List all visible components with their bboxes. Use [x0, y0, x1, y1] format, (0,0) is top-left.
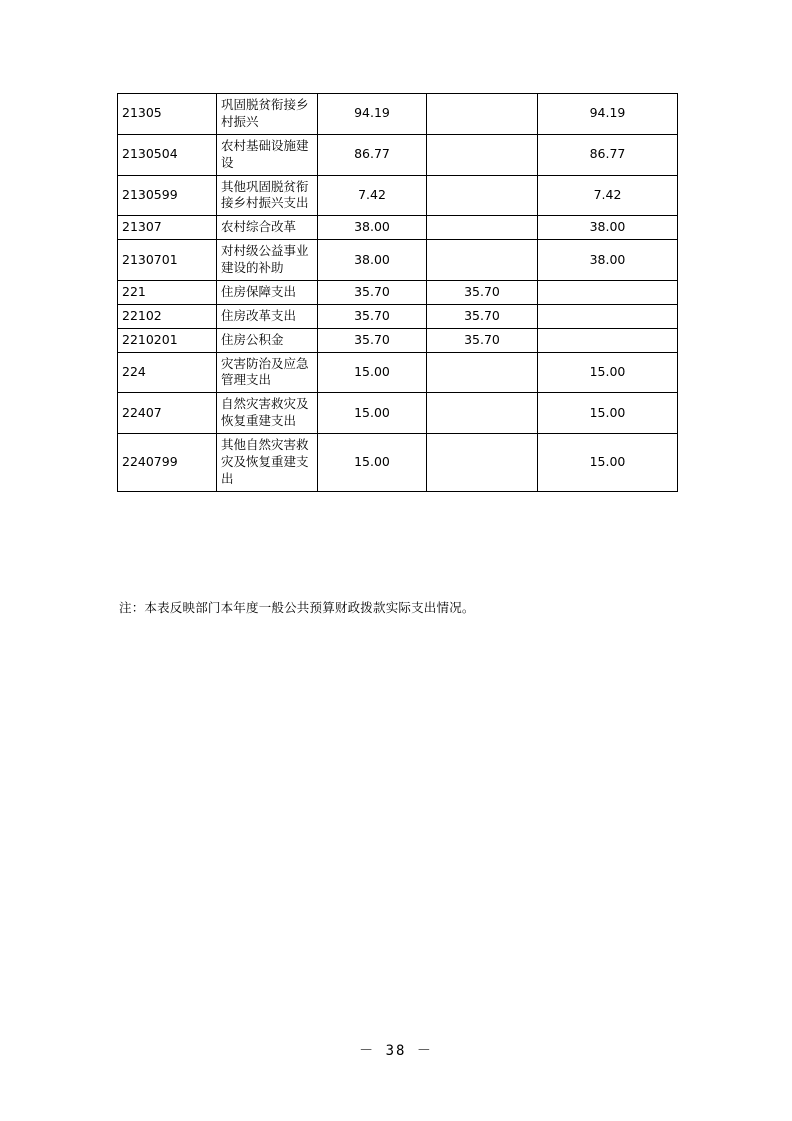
table-row: [118, 175, 678, 216]
table-row: [118, 304, 678, 328]
table-note: 注：本表反映部门本年度一般公共预算财政拨款实际支出情况。: [119, 600, 475, 615]
page-number: － 38 －: [359, 1043, 433, 1059]
cell-total: 38.00: [318, 240, 427, 281]
table-row: [118, 328, 678, 352]
cell-name: 住房改革支出: [217, 304, 318, 328]
cell-total: 35.70: [318, 280, 427, 304]
cell-code: 2240799: [118, 434, 217, 492]
table-row: [118, 280, 678, 304]
cell-name: 农村综合改革: [217, 216, 318, 240]
table-row: [118, 352, 678, 393]
cell-project: 15.00: [538, 434, 678, 492]
cell-project: 15.00: [538, 393, 678, 434]
table-row: [118, 94, 678, 135]
cell-name: 农村基础设施建设: [217, 134, 318, 175]
cell-basic: [427, 134, 538, 175]
cell-total: 35.70: [318, 304, 427, 328]
cell-project: 7.42: [538, 175, 678, 216]
cell-project: 86.77: [538, 134, 678, 175]
cell-name: 其他自然灾害救灾及恢复重建支出: [217, 434, 318, 492]
cell-code: 21305: [118, 94, 217, 135]
table-row: [118, 134, 678, 175]
cell-total: 15.00: [318, 352, 427, 393]
cell-basic: [427, 352, 538, 393]
cell-name: 对村级公益事业建设的补助: [217, 240, 318, 281]
cell-basic: 35.70: [427, 328, 538, 352]
cell-code: 22102: [118, 304, 217, 328]
cell-code: 21307: [118, 216, 217, 240]
cell-code: 221: [118, 280, 217, 304]
cell-code: 2210201: [118, 328, 217, 352]
cell-basic: [427, 393, 538, 434]
cell-name: 其他巩固脱贫衔接乡村振兴支出: [217, 175, 318, 216]
table-body: [118, 94, 678, 492]
cell-name: 巩固脱贫衔接乡村振兴: [217, 94, 318, 135]
cell-total: 15.00: [318, 393, 427, 434]
cell-basic: 35.70: [427, 304, 538, 328]
cell-basic: [427, 94, 538, 135]
cell-total: 86.77: [318, 134, 427, 175]
cell-basic: [427, 240, 538, 281]
cell-code: 2130599: [118, 175, 217, 216]
cell-project: 15.00: [538, 352, 678, 393]
cell-project: 94.19: [538, 94, 678, 135]
budget-expenditure-table: [117, 93, 678, 492]
cell-code: 224: [118, 352, 217, 393]
table-row: [118, 434, 678, 492]
cell-total: 94.19: [318, 94, 427, 135]
cell-code: 22407: [118, 393, 217, 434]
cell-code: 2130701: [118, 240, 217, 281]
cell-basic: 35.70: [427, 280, 538, 304]
cell-name: 住房公积金: [217, 328, 318, 352]
cell-project: [538, 304, 678, 328]
budget-table-container: [117, 93, 634, 492]
cell-total: 38.00: [318, 216, 427, 240]
cell-code: 2130504: [118, 134, 217, 175]
cell-project: [538, 280, 678, 304]
cell-total: 7.42: [318, 175, 427, 216]
cell-project: [538, 328, 678, 352]
table-row: [118, 216, 678, 240]
cell-total: 35.70: [318, 328, 427, 352]
cell-name: 住房保障支出: [217, 280, 318, 304]
cell-name: 自然灾害救灾及恢复重建支出: [217, 393, 318, 434]
cell-basic: [427, 175, 538, 216]
table-row: [118, 393, 678, 434]
cell-basic: [427, 216, 538, 240]
cell-project: 38.00: [538, 216, 678, 240]
cell-basic: [427, 434, 538, 492]
cell-total: 15.00: [318, 434, 427, 492]
cell-name: 灾害防治及应急管理支出: [217, 352, 318, 393]
table-row: [118, 240, 678, 281]
cell-project: 38.00: [538, 240, 678, 281]
